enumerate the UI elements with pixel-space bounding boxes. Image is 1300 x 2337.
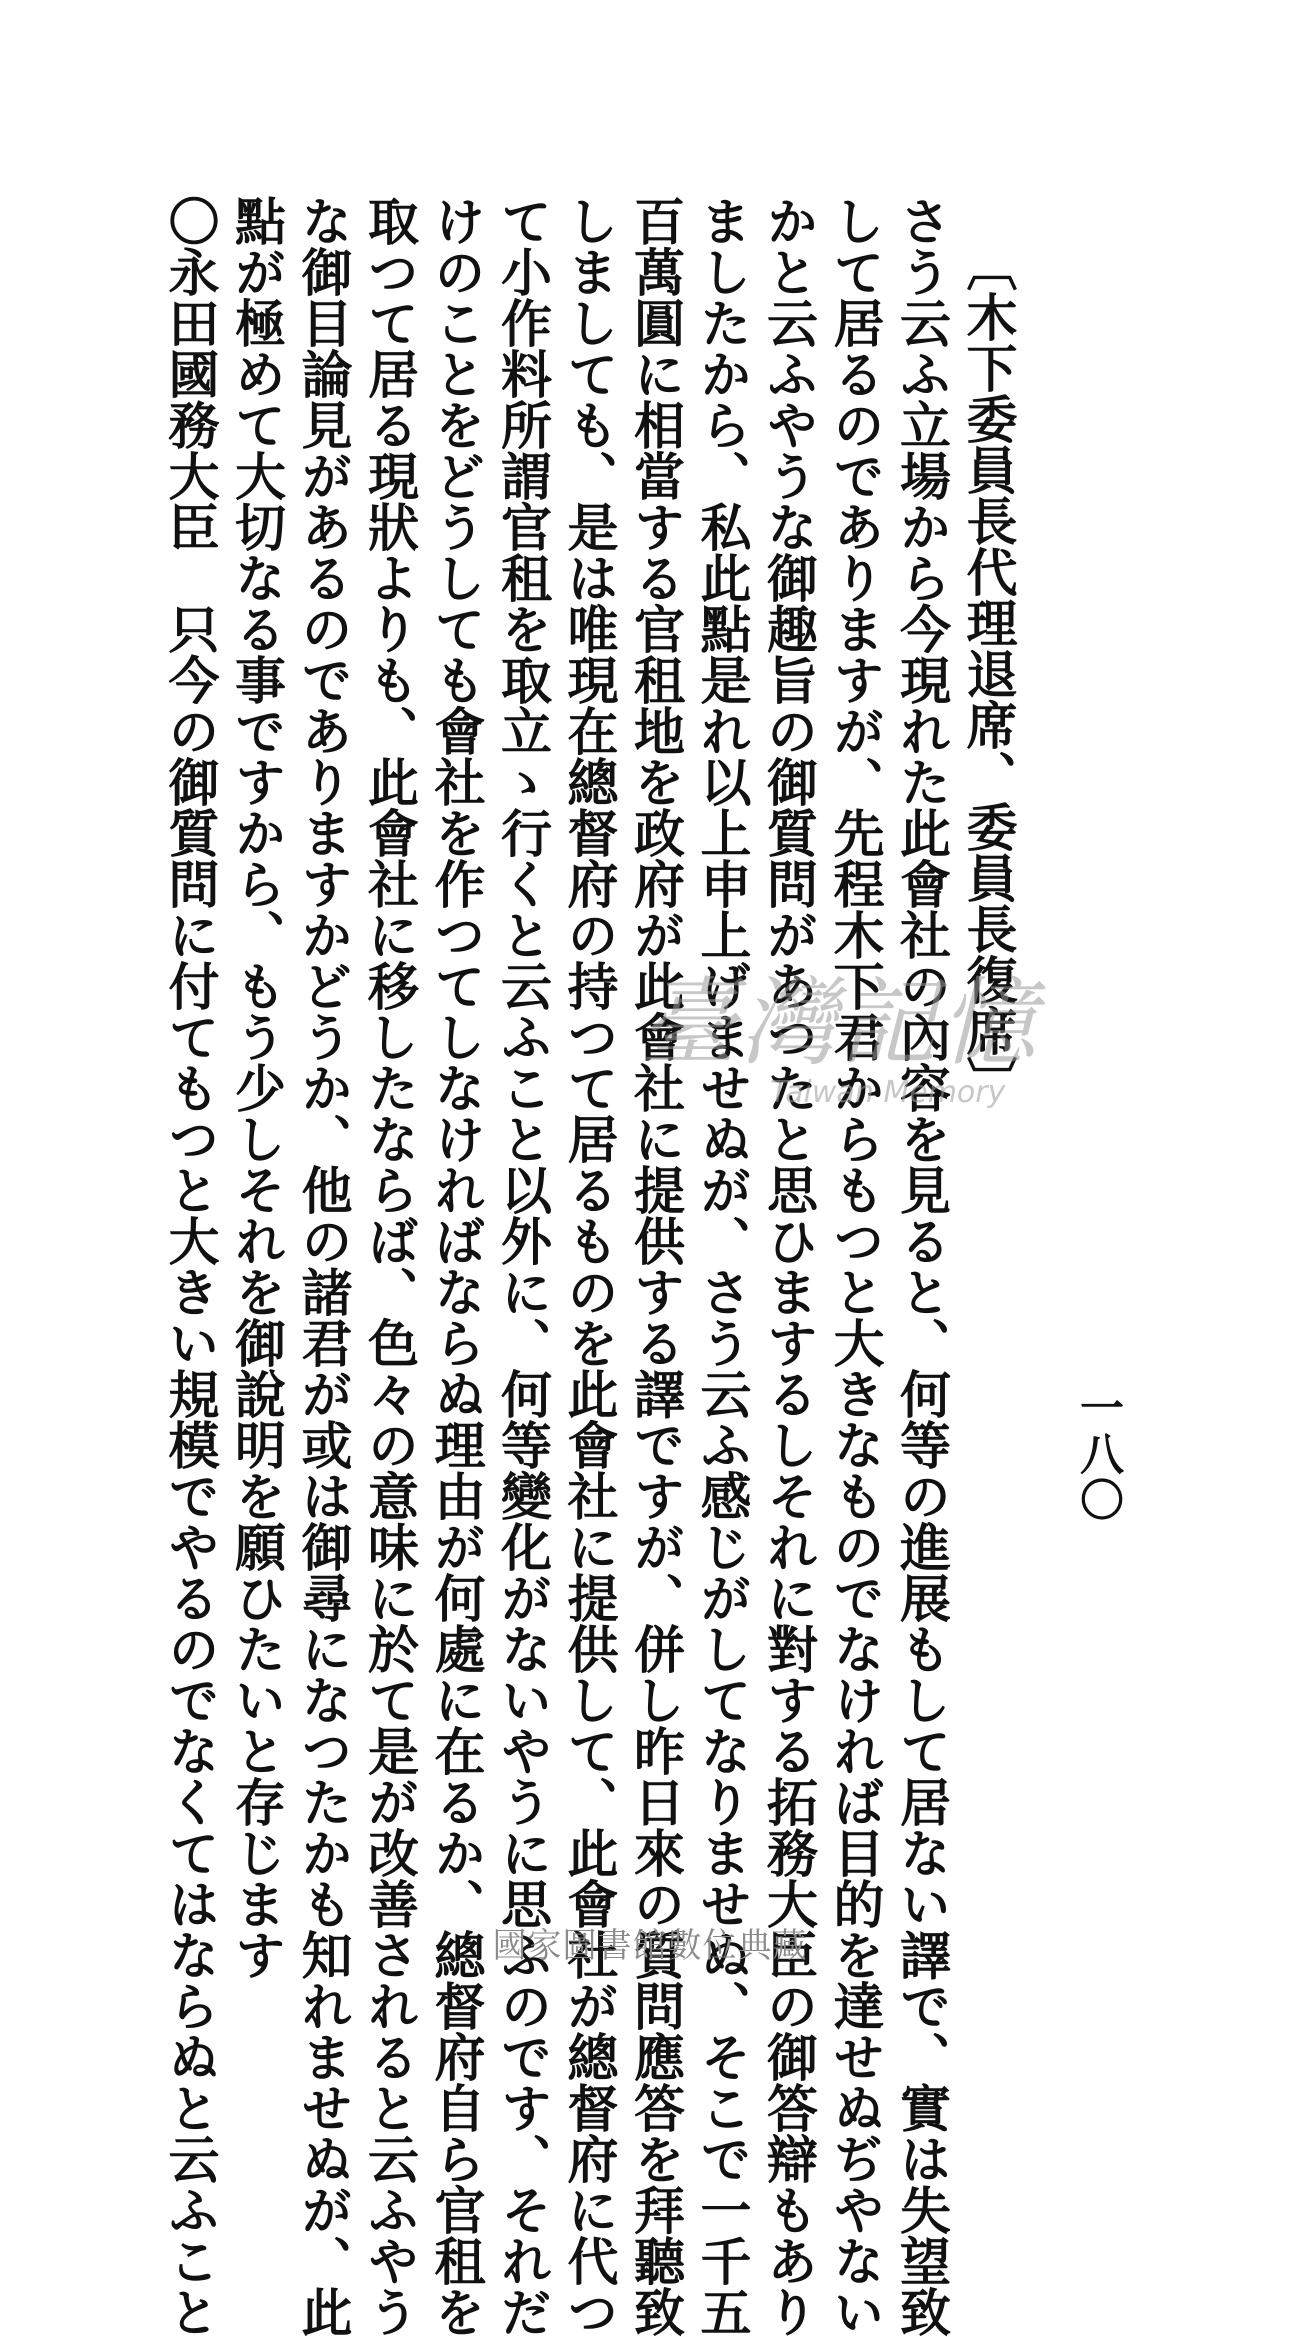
text-column: 取つて居る現狀よりも、此會社に移したならば、色々の意味に於て是が改善されると云ふやう bbox=[358, 195, 419, 2337]
text-column: さう云ふ立場から今現れた此會社の內容を見ると、何等の進展もして居ない譯で、實は失望致 bbox=[890, 195, 951, 2337]
page-number: 一八〇 bbox=[1072, 1385, 1123, 1523]
footer-credit: 國家圖書館數位典藏 bbox=[492, 1926, 808, 1966]
text-column: けのことをどうしても會社を作つてしなければならぬ理由が何處に在るか、總督府自ら官租を bbox=[425, 195, 485, 2337]
watermark-cjk-text: 臺灣記憶 bbox=[640, 967, 1040, 1079]
text-column: ましたから、私此點是れ以上申上げませぬが、さう云ふ感じがしてなりませぬ、そこで一千五 bbox=[691, 195, 751, 2337]
stage-direction: 〔木下委員長代理退席、委員長復席〕 bbox=[957, 240, 1017, 1107]
watermark-en-text: Taiwan Memory bbox=[770, 1075, 1006, 1110]
text-column: 點が極めて大切なる事ですから、もう少しそれを御說明を願ひたいと存じます bbox=[225, 195, 286, 1980]
text-column: かと云ふやうな御趣旨の御質問があつたと思ひまするしそれに對する拓務大臣の御答辯もあり bbox=[757, 195, 818, 2337]
text-column: しましても、是は唯現在總督府の持つて居るものを此會社に提供して、此會社が總督府に代つ bbox=[558, 195, 618, 2337]
speaker-column: 〇永田國務大臣 只今の御質問に付てもつと大きい規模でやるのでなくてはならぬと云ふこと bbox=[159, 195, 219, 2337]
text-column: て小作料所謂官租を取立ゝ行くと云ふこと以外に、何等變化がないやうに思ふのです、それだ bbox=[491, 195, 552, 2337]
text-column: な御目論見があるのでありますかどうか、他の諸君が或は御尋になつたかも知れませぬが、此 bbox=[292, 195, 352, 2337]
text-column: して居るのでありますが、先程木下君からもつと大きなものでなければ目的を達せぬぢやない bbox=[824, 195, 884, 2337]
text-column: 百萬圓に相當する官租地を政府が此會社に提供する譯ですが、併し昨日來の質問應答を拜聽致 bbox=[624, 195, 685, 2337]
